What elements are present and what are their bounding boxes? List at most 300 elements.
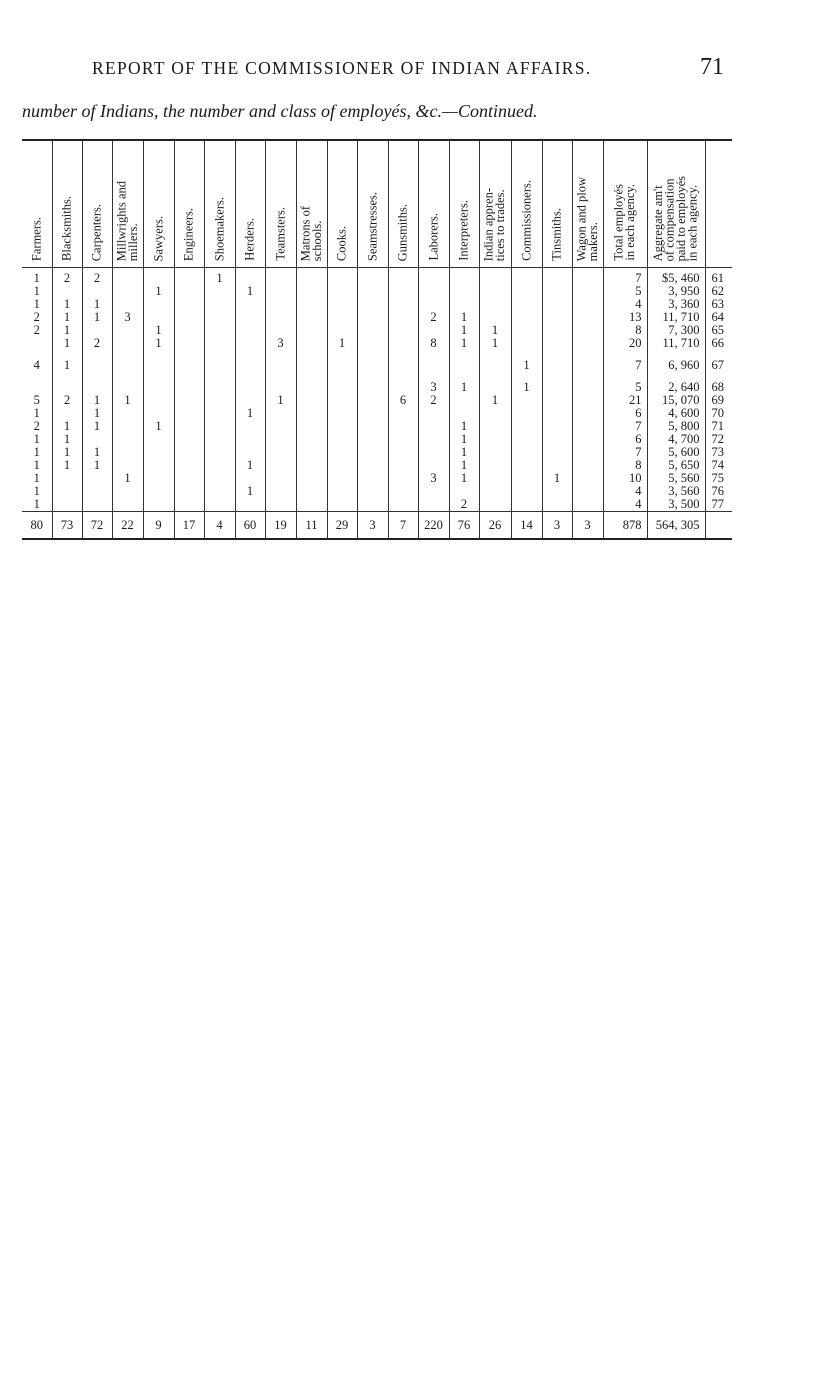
total-cell: 878 — [603, 512, 647, 540]
table-cell — [479, 268, 511, 286]
table-cell: 69 — [711, 393, 724, 407]
table-cell — [388, 446, 418, 459]
table-cell: 1 — [22, 485, 52, 498]
table-cell — [572, 472, 603, 485]
total-cell: 220 — [418, 512, 449, 540]
table-cell — [265, 498, 296, 512]
table-cell: 1 — [22, 446, 52, 459]
table-cell — [143, 381, 174, 394]
table-cell: 1 — [479, 394, 511, 407]
column-header-label: Shoemakers. — [211, 196, 226, 261]
table-cell — [357, 420, 388, 433]
spacer-cell — [174, 372, 204, 381]
table-row — [22, 311, 732, 324]
spacer-cell — [143, 372, 174, 381]
table-cell: 20 — [603, 337, 647, 350]
table-cell — [572, 359, 603, 372]
table-cell: 8 — [418, 337, 449, 350]
table-cell — [418, 407, 449, 420]
table-cell — [235, 420, 265, 433]
table-cell — [357, 433, 388, 446]
table-cell: 77 — [711, 497, 724, 511]
table-cell — [572, 459, 603, 472]
table-cell — [204, 394, 235, 407]
column-header-label: Seamstresses. — [364, 191, 379, 261]
table-cell — [418, 433, 449, 446]
table-cell: 4 — [603, 485, 647, 498]
table-cell — [174, 394, 204, 407]
table-cell — [542, 433, 572, 446]
table-cell — [479, 359, 511, 372]
table-cell — [479, 407, 511, 420]
table-cell: 1 — [52, 359, 82, 372]
table-row — [22, 337, 732, 350]
table-cell — [388, 298, 418, 311]
table-cell — [174, 420, 204, 433]
table-cell — [327, 359, 357, 372]
table-cell: 2 — [52, 268, 82, 286]
table-cell — [542, 268, 572, 286]
table-cell: 5, 800 — [647, 420, 705, 433]
table-cell — [327, 298, 357, 311]
table-cell: 11, 710 — [647, 311, 705, 324]
table-cell — [112, 324, 143, 337]
table-cell — [265, 472, 296, 485]
table-cell: 1 — [235, 285, 265, 298]
table-cell: 4 — [603, 498, 647, 512]
table-cell — [52, 472, 82, 485]
table-cell: 1 — [52, 337, 82, 350]
table-cell: 63 — [711, 297, 724, 311]
table-cell: 5, 560 — [647, 472, 705, 485]
total-cell: 19 — [265, 512, 296, 540]
table-cell — [204, 420, 235, 433]
spacer-cell — [204, 372, 235, 381]
table-cell — [204, 324, 235, 337]
total-cell: 72 — [82, 512, 112, 540]
table-cell: 6 — [388, 394, 418, 407]
table-cell — [174, 446, 204, 459]
table-cell — [572, 285, 603, 298]
table-cell: 2, 640 — [647, 381, 705, 394]
table-cell — [542, 420, 572, 433]
total-cell: 17 — [174, 512, 204, 540]
table-cell — [511, 485, 542, 498]
table-cell — [112, 285, 143, 298]
table-cell: 1 — [449, 459, 479, 472]
table-cell — [174, 459, 204, 472]
column-header — [357, 140, 388, 268]
table-cell: 4 — [22, 359, 52, 372]
total-cell: 29 — [327, 512, 357, 540]
column-header — [511, 140, 542, 268]
table-cell: 1 — [82, 459, 112, 472]
totals-row — [22, 512, 732, 540]
spacer-cell — [265, 350, 296, 359]
spacer-cell — [479, 350, 511, 359]
table-cell — [82, 485, 112, 498]
table-cell — [174, 472, 204, 485]
table-cell: 1 — [52, 459, 82, 472]
spacer-cell — [22, 372, 52, 381]
spacer-cell — [296, 350, 327, 359]
table-cell: 4 — [603, 298, 647, 311]
column-header — [647, 140, 705, 268]
table-row — [22, 285, 732, 298]
spacer-cell — [82, 372, 112, 381]
column-header-label: Sawyers. — [150, 215, 165, 261]
table-row — [22, 446, 732, 459]
table-cell: 74 — [711, 458, 724, 472]
table-cell: 1 — [143, 337, 174, 350]
table-cell — [82, 498, 112, 512]
table-cell — [449, 268, 479, 286]
table-cell: 2 — [22, 420, 52, 433]
table-cell: 21 — [603, 394, 647, 407]
column-header-label: Blacksmiths. — [59, 196, 74, 261]
spacer-cell — [174, 350, 204, 359]
table-cell — [174, 311, 204, 324]
table-cell — [204, 381, 235, 394]
table-cell: 72 — [711, 432, 724, 446]
spacer-cell — [112, 350, 143, 359]
table-cell: 2 — [418, 311, 449, 324]
spacer-cell — [449, 350, 479, 359]
column-header — [705, 140, 732, 268]
total-cell: 7 — [388, 512, 418, 540]
table-cell — [112, 420, 143, 433]
table-cell: 13 — [603, 311, 647, 324]
table-cell — [143, 472, 174, 485]
table-cell: 67 — [711, 358, 724, 372]
table-cell — [327, 407, 357, 420]
column-header-label: Matrons of schools. — [298, 205, 324, 261]
table-cell — [296, 420, 327, 433]
table-cell: 1 — [52, 446, 82, 459]
table-cell — [542, 446, 572, 459]
table-cell: 3, 560 — [647, 485, 705, 498]
table-row — [22, 359, 732, 372]
table-cell — [112, 268, 143, 286]
table-cell — [235, 381, 265, 394]
table-cell — [265, 446, 296, 459]
table-cell: 1 — [235, 459, 265, 472]
table-subtitle: number of Indians, the number and class of employés, &c.—Continued. — [22, 101, 538, 121]
total-cell: 73 — [52, 512, 82, 540]
table-cell — [572, 407, 603, 420]
table-cell — [174, 285, 204, 298]
table-cell: 5 — [22, 394, 52, 407]
table-cell — [511, 324, 542, 337]
total-cell: 4 — [204, 512, 235, 540]
table-cell — [112, 446, 143, 459]
column-header-label: Cooks. — [334, 225, 349, 261]
table-cell — [511, 311, 542, 324]
table-cell — [388, 337, 418, 350]
table-cell — [265, 298, 296, 311]
spacer-cell — [418, 350, 449, 359]
table-cell: 1 — [52, 324, 82, 337]
table-cell: 5 — [603, 285, 647, 298]
table-cell — [296, 459, 327, 472]
table-cell — [572, 498, 603, 512]
table-cell — [296, 337, 327, 350]
table-cell — [327, 311, 357, 324]
table-cell: 71 — [711, 419, 724, 433]
spacer-cell — [357, 350, 388, 359]
table-cell: 5, 650 — [647, 459, 705, 472]
table-cell — [542, 394, 572, 407]
table-cell: 1 — [22, 268, 52, 286]
table-cell — [327, 285, 357, 298]
column-header — [204, 140, 235, 268]
table-cell: 3 — [418, 381, 449, 394]
table-cell: 6 — [603, 433, 647, 446]
table-cell — [235, 498, 265, 512]
table-cell: 3 — [418, 472, 449, 485]
column-header-label: Indian appren- tices to trades. — [481, 187, 507, 261]
table-cell: 2 — [82, 337, 112, 350]
table-cell — [296, 381, 327, 394]
spacer-cell — [235, 372, 265, 381]
table-cell — [542, 324, 572, 337]
spacer-cell — [572, 350, 603, 359]
total-cell: 9 — [143, 512, 174, 540]
table-cell — [357, 498, 388, 512]
table-cell — [542, 485, 572, 498]
table-cell — [204, 359, 235, 372]
table-cell: 1 — [511, 381, 542, 394]
table-cell — [112, 498, 143, 512]
table-cell — [418, 285, 449, 298]
table-cell: 76 — [711, 484, 724, 498]
table-cell — [327, 268, 357, 286]
table-cell: 10 — [603, 472, 647, 485]
total-cell: 60 — [235, 512, 265, 540]
spacer-cell — [327, 350, 357, 359]
table-cell — [82, 472, 112, 485]
table-cell: 1 — [235, 485, 265, 498]
table-cell — [572, 394, 603, 407]
table-cell — [357, 285, 388, 298]
table-cell — [327, 472, 357, 485]
table-cell — [511, 407, 542, 420]
table-cell: 1 — [204, 268, 235, 286]
table-cell: 1 — [22, 498, 52, 512]
row-spacer — [22, 350, 732, 359]
table-cell — [388, 459, 418, 472]
table-cell — [204, 337, 235, 350]
table-cell: 64 — [711, 310, 724, 324]
table-cell — [542, 498, 572, 512]
table-cell — [235, 433, 265, 446]
table-cell — [265, 359, 296, 372]
table-cell: 1 — [82, 446, 112, 459]
table-cell: $5, 460 — [647, 268, 705, 286]
table-cell — [204, 459, 235, 472]
table-cell — [296, 268, 327, 286]
table-cell — [143, 446, 174, 459]
table-cell — [143, 459, 174, 472]
column-header-label: Teamsters. — [272, 207, 287, 261]
table-cell: 1 — [449, 446, 479, 459]
table-cell: 1 — [143, 285, 174, 298]
table-cell — [511, 446, 542, 459]
table-cell: 68 — [711, 380, 724, 394]
table-cell — [572, 337, 603, 350]
table-cell — [327, 394, 357, 407]
table-cell: 1 — [82, 394, 112, 407]
table-cell — [82, 359, 112, 372]
table-row — [22, 420, 732, 433]
spacer-cell — [388, 350, 418, 359]
column-header — [112, 140, 143, 268]
table-cell — [174, 359, 204, 372]
table-cell — [572, 420, 603, 433]
table-cell — [174, 337, 204, 350]
spacer-cell — [82, 350, 112, 359]
table-cell: 62 — [711, 284, 724, 298]
table-cell — [449, 394, 479, 407]
spacer-cell — [52, 372, 82, 381]
table-cell — [204, 446, 235, 459]
table-cell — [204, 498, 235, 512]
table-cell: 1 — [22, 433, 52, 446]
table-cell — [327, 433, 357, 446]
column-header — [388, 140, 418, 268]
table-cell: 3, 360 — [647, 298, 705, 311]
spacer-cell — [542, 372, 572, 381]
column-header-label: Wagon and plow makers. — [574, 176, 600, 261]
table-body — [22, 268, 732, 540]
table-cell: 7, 300 — [647, 324, 705, 337]
table-cell — [357, 298, 388, 311]
table-cell: 3 — [112, 311, 143, 324]
table-cell — [265, 485, 296, 498]
column-header — [82, 140, 112, 268]
table-cell — [143, 359, 174, 372]
table-cell — [143, 268, 174, 286]
table-cell: 1 — [449, 337, 479, 350]
table-row — [22, 433, 732, 446]
total-cell: 22 — [112, 512, 143, 540]
table-cell: 65 — [711, 323, 724, 337]
table-cell: 1 — [542, 472, 572, 485]
spacer-cell — [388, 372, 418, 381]
column-header — [449, 140, 479, 268]
spacer-cell — [143, 350, 174, 359]
spacer-cell — [572, 372, 603, 381]
column-header-label: Tinsmiths. — [549, 208, 564, 261]
table-cell — [388, 485, 418, 498]
table-cell: 7 — [603, 359, 647, 372]
table-cell — [296, 446, 327, 459]
table-cell — [296, 359, 327, 372]
table-cell — [112, 337, 143, 350]
table-cell — [542, 359, 572, 372]
table-cell: 3, 500 — [647, 498, 705, 512]
column-header-label: Engineers. — [181, 207, 196, 261]
table-cell — [357, 359, 388, 372]
table-cell: 1 — [449, 433, 479, 446]
table-cell — [542, 285, 572, 298]
employees-table — [22, 139, 732, 540]
table-cell — [542, 381, 572, 394]
table-cell — [357, 485, 388, 498]
table-cell: 2 — [52, 394, 82, 407]
table-cell — [357, 394, 388, 407]
column-header — [52, 140, 82, 268]
column-header-label: Total employés in each agency. — [611, 184, 637, 261]
table-cell — [388, 324, 418, 337]
table-cell — [418, 359, 449, 372]
table-cell — [296, 485, 327, 498]
table-cell — [235, 298, 265, 311]
table-cell: 7 — [603, 420, 647, 433]
table-cell — [479, 446, 511, 459]
table-cell — [296, 433, 327, 446]
table-cell: 1 — [22, 407, 52, 420]
table-cell — [388, 498, 418, 512]
spacer-cell — [204, 350, 235, 359]
table-cell — [235, 324, 265, 337]
table-cell: 1 — [52, 298, 82, 311]
table-cell: 1 — [82, 407, 112, 420]
table-cell: 6, 960 — [647, 359, 705, 372]
table-cell — [542, 337, 572, 350]
column-header — [418, 140, 449, 268]
table-cell — [357, 459, 388, 472]
table-cell — [479, 459, 511, 472]
table-cell — [235, 311, 265, 324]
table-cell — [357, 407, 388, 420]
table-cell — [479, 472, 511, 485]
table-cell: 70 — [711, 406, 724, 420]
table-cell — [327, 381, 357, 394]
column-header-label: Aggregate am't of compensation paid to employés in each agency. — [651, 175, 700, 261]
total-cell: 80 — [22, 512, 52, 540]
column-header — [542, 140, 572, 268]
total-cell: 26 — [479, 512, 511, 540]
table-cell: 1 — [52, 420, 82, 433]
table-cell: 1 — [22, 472, 52, 485]
table-cell: 1 — [82, 420, 112, 433]
table-row — [22, 498, 732, 512]
table-cell — [388, 311, 418, 324]
table-cell — [327, 446, 357, 459]
table-cell: 8 — [603, 459, 647, 472]
column-header — [327, 140, 357, 268]
table-cell: 1 — [22, 298, 52, 311]
table-row — [22, 485, 732, 498]
table-row — [22, 394, 732, 407]
table-cell — [479, 485, 511, 498]
table-cell — [511, 433, 542, 446]
table-cell: 1 — [449, 324, 479, 337]
table-cell — [357, 472, 388, 485]
table-cell — [143, 485, 174, 498]
column-header — [296, 140, 327, 268]
table-cell — [357, 337, 388, 350]
table-cell — [296, 394, 327, 407]
table-cell: 2 — [22, 324, 52, 337]
table-cell: 1 — [327, 337, 357, 350]
table-cell — [265, 311, 296, 324]
table-cell — [357, 381, 388, 394]
table-cell — [418, 446, 449, 459]
table-cell — [479, 420, 511, 433]
table-cell — [327, 498, 357, 512]
